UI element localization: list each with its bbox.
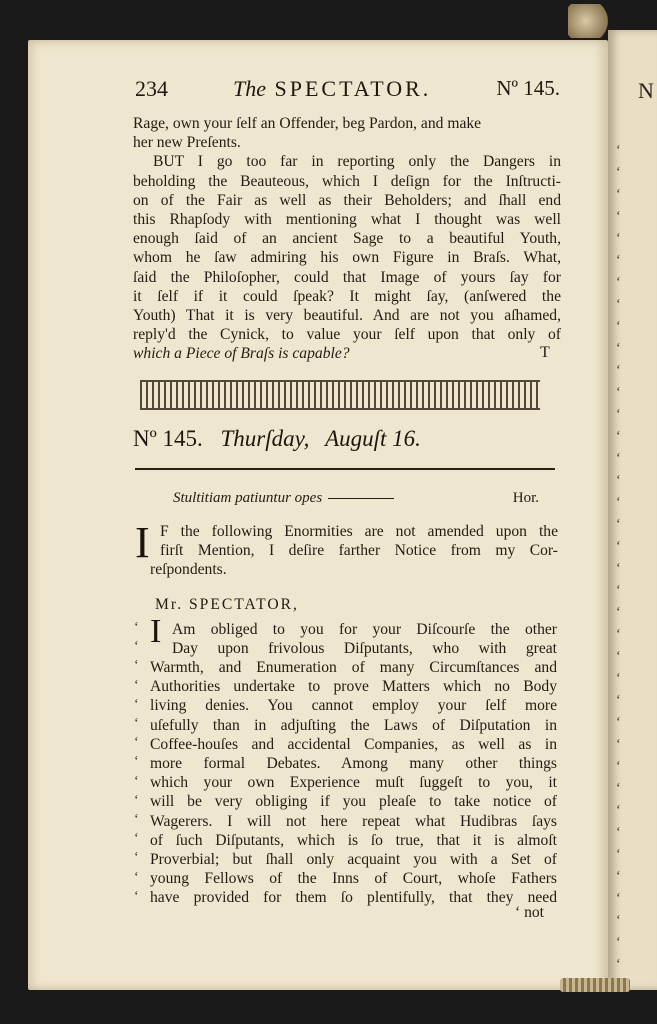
letter-dropcap: I [150,613,162,650]
text-line: which a Piece of Braſs is capable? [133,345,350,363]
intro-dropcap: I [135,518,150,567]
facing-page-heading-fragment: N [638,78,654,103]
text-line: Proverbial; but ſhall only acquaint you with a Set of [150,851,557,869]
text-line: more formal Debates. Among many other things [150,755,557,773]
text-line: Warmth, and Enumeration of many Circumſtances and [150,659,557,676]
text-line: F the following Enormities are not amended upon the [160,523,558,540]
text-line: BUT I go too far in reporting only the Dangers in [153,153,561,171]
text-line: her new Preſents. [133,134,241,152]
text-line: firſt Mention, I deſire farther Notice from my Cor- [160,542,558,560]
motto [173,490,563,507]
issue-number: Nº 145. [133,426,203,451]
facing-page [608,30,657,990]
letter-quote-marks: ‘ ‘ ‘ ‘ ‘ ‘ ‘ ‘ ‘ ‘ ‘ ‘ ‘ ‘ ‘ [134,620,139,904]
page-number: 234 [135,76,168,101]
text-line: reply'd the Cynick, to value your ſelf upon that only of [133,326,561,344]
text-line: Am obliged to you for your Diſcourſe the other [172,621,557,638]
page-edge-fringe [560,978,630,992]
running-issue-number: Nº 145. [496,76,560,100]
text-line: young Fellows of the Inns of Court, whoſe Fathers [150,870,557,888]
text-line: living denies. You cannot employ your ſelf more [150,697,557,715]
letter-opening [172,620,557,658]
running-title [233,76,431,102]
intro-paragraph [160,522,558,560]
motto-author: Hor. [512,490,539,506]
salutation: Mr. SPECTATOR, [155,596,299,613]
text-line: Wagerers. I will not here repeat what Hudibras ſays [150,812,557,830]
text-line: Rage, own your ſelf an Offender, beg Pardon, and make [133,115,482,132]
motto-latin: Stultitiam patiuntur opes [173,490,323,506]
running-title-the: The [233,76,266,101]
text-line: Day upon frivolous Diſputants, who with great [172,640,557,658]
text-line: Coffee-houſes and accidental Companies, as well as in [150,735,557,753]
text-line: uſefully than in adjuſting the Laws of Diſputation in [150,716,557,734]
issue-day: Thurſday, [220,426,310,451]
top-paragraph [133,114,561,364]
divider-rule [135,468,555,470]
text-line: whom he ſaw admiring his own Figure in Braſs. What, [133,249,561,267]
text-line: have provided for them ſo plentifully, that they need [150,889,557,907]
ribbon-bookmark [568,4,612,38]
text-line: this Rhapſody with mentioning what I thought was well [133,211,561,229]
running-title-spectator: SPECTATOR. [274,76,432,101]
text-line: of ſuch Diſputants, which is ſo true, that it is almoſt [150,831,557,849]
text-line: will be very obliging if you pleaſe to take notice of [150,793,557,811]
letter-body [150,658,557,908]
signature-letter: T [540,344,550,361]
text-line: on of the Fair as well as their Beholders; and ſhall end [133,191,561,209]
intro-paragraph-end [150,560,558,579]
text-line: it ſelf if it could ſpeak? It might ſay, (anſwered the [133,287,561,305]
catchword: ‘ not [515,904,545,921]
text-line: Authorities undertake to prove Matters which no Body [150,678,557,696]
text-line: enough ſaid of an ancient Sage to a beautiful Youth, [133,230,561,248]
text-line: which your own Experience muſt ſuggeſt to you, it [150,774,557,792]
motto-dash [328,498,394,499]
text-line: beholding the Beauteous, which I deſign for the Inſtructi- [133,172,561,190]
issue-date: Auguſt 16. [325,426,421,451]
running-head [105,72,560,106]
facing-page-quote-marks: ‘ ‘ ‘ ‘ ‘ ‘ ‘ ‘ ‘ ‘ ‘ ‘ ‘ ‘ ‘ ‘ ‘ ‘ ‘ ‘ ‘ ‘ ‘ ‘ ‘ ‘ ‘ ‘ ‘ ‘ ‘ ‘ ‘ ‘ ‘ ‘ ‘ ‘ [616,143,621,972]
decorative-ornament-band [140,380,540,410]
text-line: reſpondents. [150,561,227,578]
text-line: ſaid the Philoſopher, could that Image of yours ſay for [133,268,561,286]
text-line: Youth) That it is very beautiful. And are not you aſhamed, [133,307,561,325]
issue-heading [133,426,563,460]
